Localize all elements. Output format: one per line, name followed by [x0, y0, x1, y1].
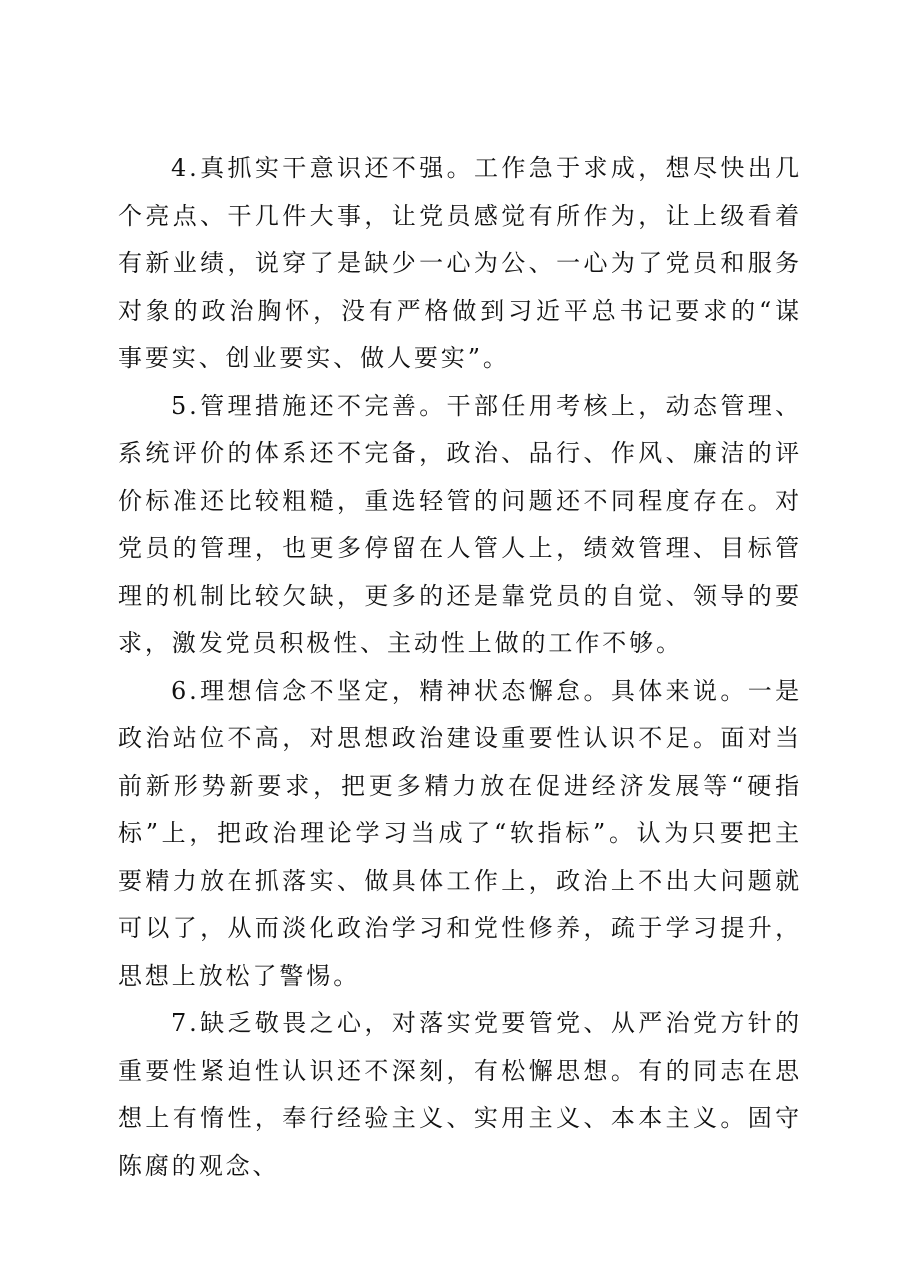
document-page: [118, 145, 802, 1190]
paragraph-6: 6.理想信念不坚定，精神状态懈怠。具体来说。一是政治站位不高，对思想政治建设重要性认识不足。面对当前新形势新要求，把更多精力放在促进经济发展等“硬指标”上，把政治理论学习当成了“软指标”。认为只要把主要精力放在抓落实、做具体工作上，政治上不出大问题就可以了，从而淡化政治学习和党性修养，疏于学习提升，思想上放松了警惕。: [118, 676, 802, 990]
paragraph-7: 7.缺乏敬畏之心，对落实党要管党、从严治党方针的重要性紧迫性认识还不深刻，有松懈思想。有的同志在思想上有惰性，奉行经验主义、实用主义、本本主义。固守陈腐的观念、: [118, 1009, 802, 1180]
paragraph-4: 4.真抓实干意识还不强。工作急于求成，想尽快出几个亮点、干几件大事，让党员感觉有所作为，让上级看着有新业绩，说穿了是缺少一心为公、一心为了党员和服务对象的政治胸怀，没有严格做到习近平总书记要求的“谋事要实、创业要实、做人要实”。: [118, 154, 802, 372]
paragraph-5: 5.管理措施还不完善。干部任用考核上，动态管理、系统评价的体系还不完备，政治、品行、作风、廉洁的评价标准还比较粗糙，重选轻管的问题还不同程度存在。对党员的管理，也更多停留在人管人上，绩效管理、目标管理的机制比较欠缺，更多的还是靠党员的自觉、领导的要求，激发党员积极性、主动性上做的工作不够。: [118, 391, 802, 657]
